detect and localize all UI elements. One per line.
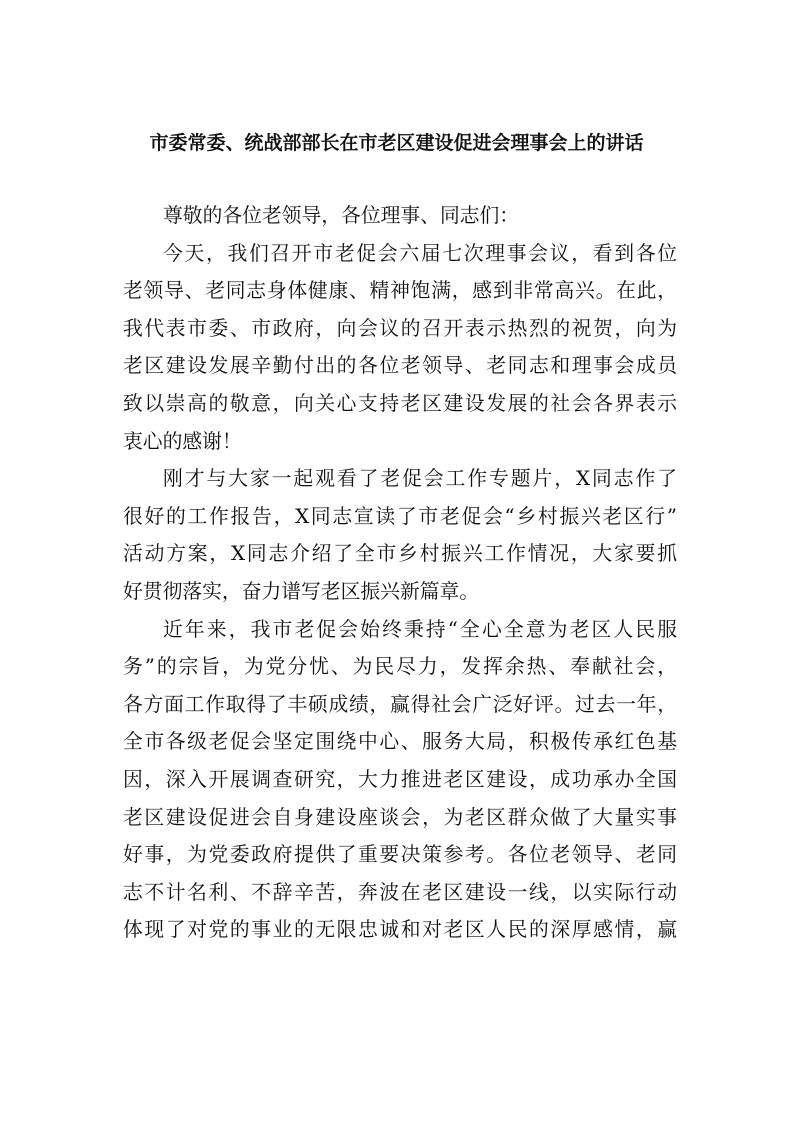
text-line: 我代表市委、市政府，向会议的召开表示热烈的祝贺，向为 <box>123 316 677 340</box>
speech-body <box>123 197 677 949</box>
text-line: 志不计名利、不辞辛苦，奔波在老区建设一线，以实际行动 <box>123 880 677 904</box>
document-title: 市委常委、统战部部长在市老区建设促进会理事会上的讲话 <box>149 132 644 154</box>
text-line: 老区建设发展辛勤付出的各位老领导、老同志和理事会成员 <box>123 354 677 378</box>
text-line: 近年来，我市老促会始终秉持“全心全意为老区人民服 <box>163 617 677 641</box>
text-line: 务”的宗旨，为党分忧、为民尽力，发挥余热、奉献社会， <box>123 655 677 679</box>
text-line: 老区建设促进会自身建设座谈会，为老区群众做了大量实事 <box>123 805 677 829</box>
text-line: 各方面工作取得了丰硕成绩，赢得社会广泛好评。过去一年， <box>123 692 677 716</box>
text-line: 衷心的感谢！ <box>123 429 242 453</box>
text-line: 好贯彻落实，奋力谱写老区振兴新篇章。 <box>123 579 480 603</box>
text-line: 刚才与大家一起观看了老促会工作专题片，X同志作了 <box>163 467 677 491</box>
text-line: 活动方案，X同志介绍了全市乡村振兴工作情况，大家要抓 <box>123 542 677 566</box>
text-line: 老领导、老同志身体健康、精神饱满，感到非常高兴。在此， <box>123 279 677 303</box>
text-line: 因，深入开展调查研究，大力推进老区建设，成功承办全国 <box>123 767 677 791</box>
text-line: 今天，我们召开市老促会六届七次理事会议，看到各位 <box>163 241 677 265</box>
text-line: 很好的工作报告，X同志宣读了市老促会“乡村振兴老区行” <box>123 504 677 528</box>
text-line: 好事，为党委政府提供了重要决策参考。各位老领导、老同 <box>123 843 677 867</box>
text-line: 致以崇高的敬意，向关心支持老区建设发展的社会各界表示 <box>123 391 677 415</box>
text-line: 尊敬的各位老领导，各位理事、同志们： <box>163 204 520 227</box>
text-line: 体现了对党的事业的无限忠诚和对老区人民的深厚感情，赢 <box>123 918 677 942</box>
text-line: 全市各级老促会坚定围绕中心、服务大局，积极传承红色基 <box>123 730 677 754</box>
